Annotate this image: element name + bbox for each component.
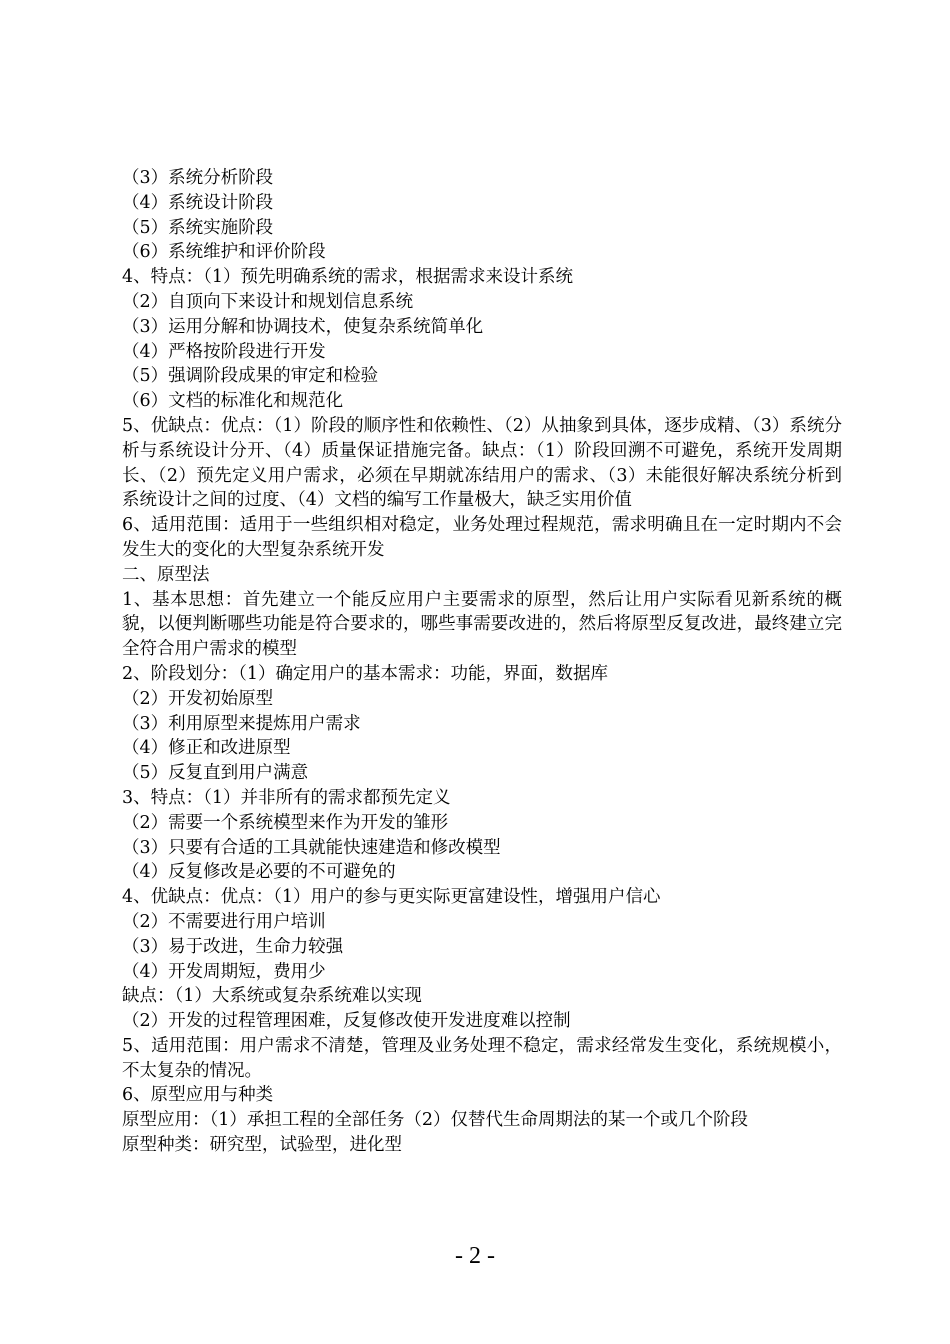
text-paragraph: 1、基本思想：首先建立一个能反应用户主要需求的原型，然后让用户实际看见新系统的概貌，以便判断哪些功能是符合要求的，哪些事需要改进的，然后将原型反复改进，最终建立完全符合用户需求的模型 [122, 589, 842, 660]
section-heading: 二、原型法 [122, 564, 210, 585]
text-line: （4）开发周期短，费用少 [122, 961, 326, 982]
page-number: - 2 - [455, 1243, 495, 1269]
text-line: （4）系统设计阶段 [122, 192, 274, 213]
text-line: 3、特点：（1）并非所有的需求都预先定义 [122, 787, 451, 808]
text-paragraph: 5、优缺点：优点：（1）阶段的顺序性和依赖性、（2）从抽象到具体，逐步成精、（3）系统分析与系统设计分开、（4）质量保证措施完备。缺点：（1）阶段回溯不可避免，系统开发周期长、（2）预先定义用户需求，必须在早期就冻结用户的需求、（3）未能很好解决系统分析到系统设计之间的过度、（4）文档的编写工作量极大，缺乏实用价值 [122, 415, 842, 511]
text-line: （2）开发初始原型 [122, 688, 274, 709]
text-paragraph: 6、适用范围：适用于一些组织相对稳定，业务处理过程规范，需求明确且在一定时期内不会发生大的变化的大型复杂系统开发 [122, 515, 842, 560]
text-line: （4）严格按阶段进行开发 [122, 341, 326, 362]
text-paragraph: 5、适用范围：用户需求不清楚，管理及业务处理不稳定，需求经常发生变化，系统规模小，不太复杂的情况。 [122, 1035, 842, 1081]
page-body [122, 166, 842, 1158]
text-line: 原型应用：（1）承担工程的全部任务（2）仅替代生命周期法的某一个或几个阶段 [122, 1110, 749, 1131]
text-line: （3）运用分解和协调技术，使复杂系统简单化 [122, 316, 484, 337]
text-line: （2）不需要进行用户培训 [122, 911, 326, 932]
text-line: （3）只要有合适的工具就能快速建造和修改模型 [122, 837, 501, 858]
text-line: （3）易于改进，生命力较强 [122, 936, 344, 957]
text-line: 4、优缺点：优点：（1）用户的参与更实际更富建设性，增强用户信心 [122, 887, 661, 908]
text-line: （5）系统实施阶段 [122, 217, 274, 238]
text-line: （3）利用原型来提炼用户需求 [122, 713, 361, 734]
text-line: （5）强调阶段成果的审定和检验 [122, 366, 379, 387]
text-line: 4、特点：（1）预先明确系统的需求，根据需求来设计系统 [122, 267, 574, 288]
text-line: （6）文档的标准化和规范化 [122, 391, 344, 412]
text-line: （2）自顶向下来设计和规划信息系统 [122, 291, 414, 312]
text-line: （4）修正和改进原型 [122, 738, 291, 759]
text-line: （6）系统维护和评价阶段 [122, 242, 326, 263]
text-line: 6、原型应用与种类 [122, 1085, 274, 1106]
text-line: （2）需要一个系统模型来作为开发的雏形 [122, 812, 449, 833]
text-line: 2、阶段划分：（1）确定用户的基本需求：功能，界面，数据库 [122, 663, 609, 684]
text-line: （4）反复修改是必要的不可避免的 [122, 862, 396, 883]
text-line: （5）反复直到用户满意 [122, 763, 309, 784]
text-line: 原型种类：研究型，试验型，进化型 [122, 1135, 402, 1156]
text-line: 缺点：（1）大系统或复杂系统难以实现 [122, 986, 422, 1007]
text-line: （2）开发的过程管理困难，反复修改使开发进度难以控制 [122, 1011, 571, 1032]
text-line: （3）系统分析阶段 [122, 168, 274, 188]
